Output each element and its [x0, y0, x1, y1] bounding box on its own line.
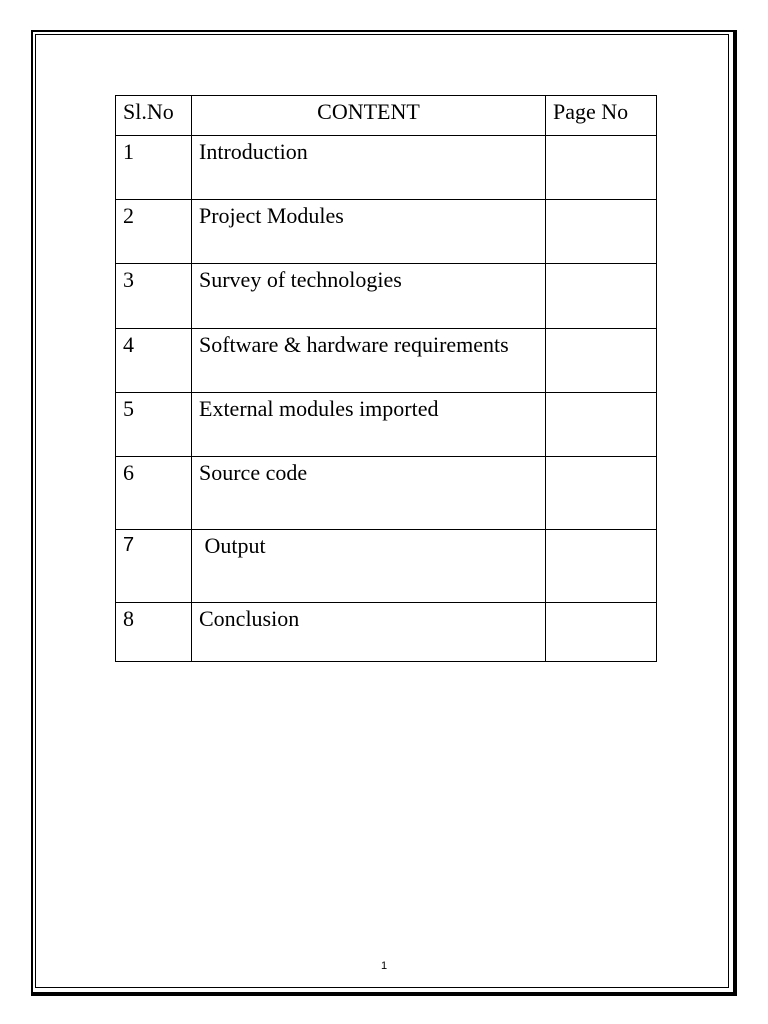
row-sl-no: 2 — [116, 200, 192, 264]
table-row — [116, 530, 657, 603]
row-content: Survey of technologies — [192, 264, 546, 329]
row-sl-no: 8 — [116, 603, 192, 662]
row-content: Output — [192, 530, 546, 603]
table-row — [116, 264, 657, 329]
row-page-no — [546, 264, 657, 329]
row-sl-no: 5 — [116, 393, 192, 457]
header-sl-no: Sl.No — [116, 96, 192, 136]
header-page-no: Page No — [546, 96, 657, 136]
table-row — [116, 393, 657, 457]
row-content: Introduction — [192, 136, 546, 200]
header-content: CONTENT — [192, 96, 546, 136]
row-sl-no: 3 — [116, 264, 192, 329]
row-page-no — [546, 200, 657, 264]
row-content: Project Modules — [192, 200, 546, 264]
row-content: Source code — [192, 457, 546, 530]
table-of-contents — [115, 95, 657, 662]
row-page-no — [546, 329, 657, 393]
row-page-no — [546, 603, 657, 662]
row-sl-no: 1 — [116, 136, 192, 200]
table-header-row — [116, 96, 657, 136]
page-number: 1 — [380, 960, 388, 972]
row-sl-no: 4 — [116, 329, 192, 393]
table-row — [116, 200, 657, 264]
row-sl-no: 6 — [116, 457, 192, 530]
row-content: Conclusion — [192, 603, 546, 662]
row-page-no — [546, 530, 657, 603]
row-page-no — [546, 393, 657, 457]
row-content: External modules imported — [192, 393, 546, 457]
row-sl-no: 7 — [116, 530, 192, 603]
row-page-no — [546, 457, 657, 530]
row-page-no — [546, 136, 657, 200]
table-row — [116, 603, 657, 662]
row-content: Software & hardware requirements — [192, 329, 546, 393]
table-row — [116, 329, 657, 393]
table-row — [116, 136, 657, 200]
table-row — [116, 457, 657, 530]
